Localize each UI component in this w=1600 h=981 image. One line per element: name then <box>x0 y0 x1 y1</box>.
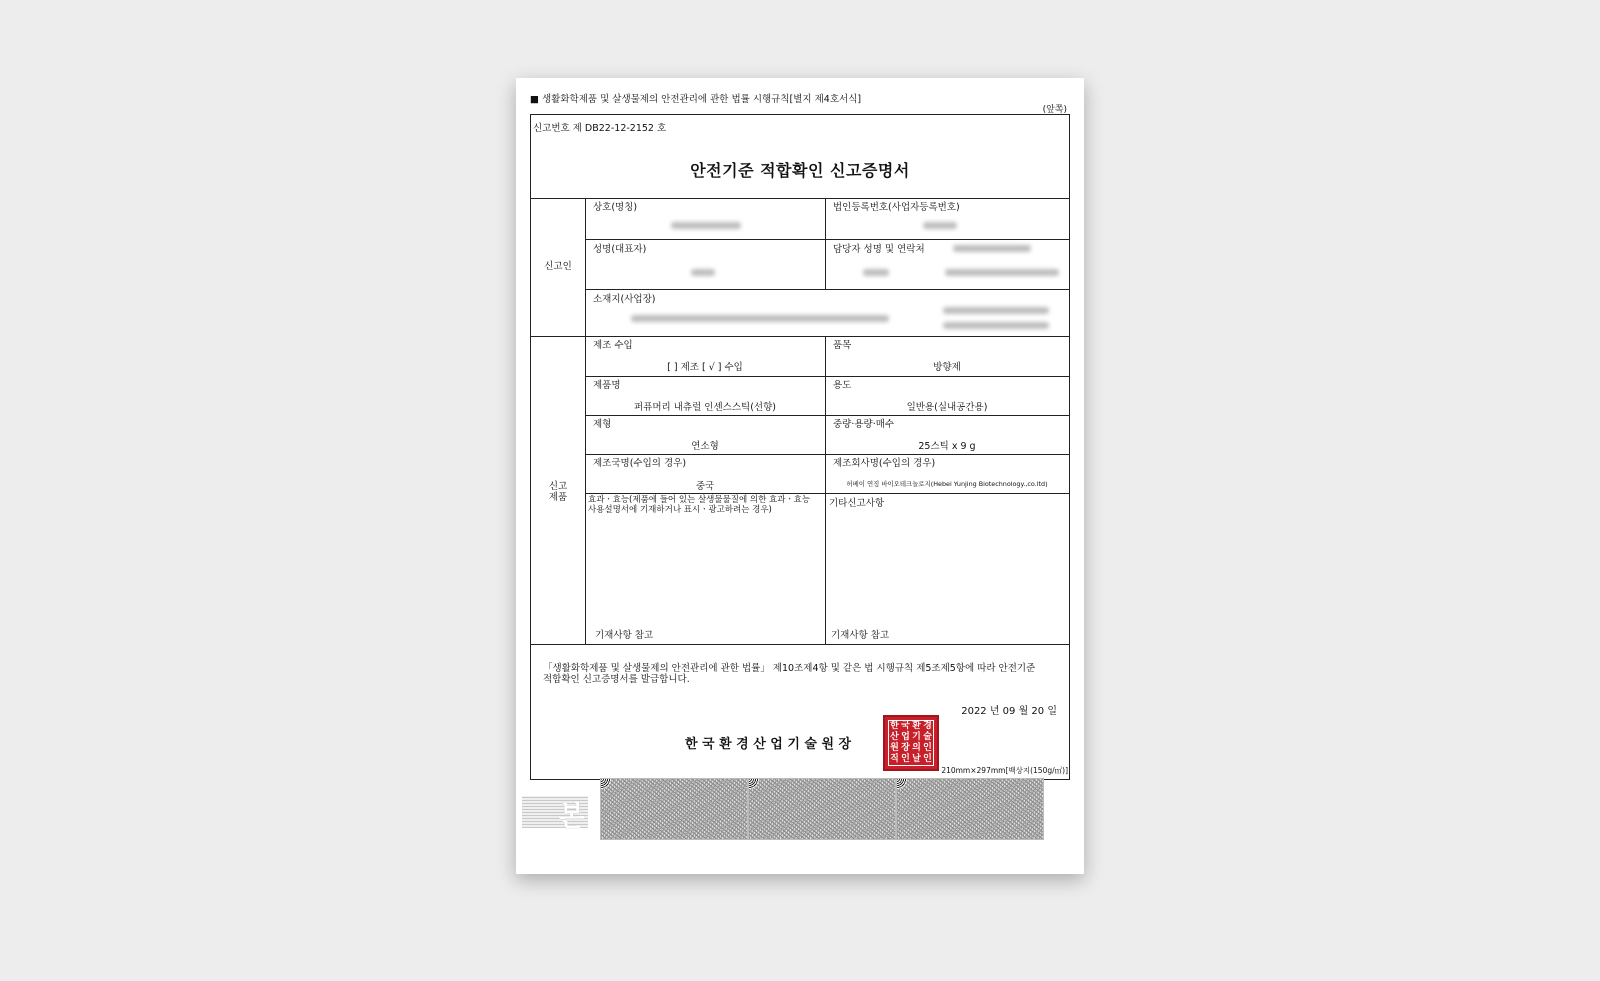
weight-label: 중량·용량·매수 <box>833 419 895 430</box>
category-label: 품목 <box>833 340 852 351</box>
seal-glyph: 직 <box>890 754 899 764</box>
representative-label: 성명(대표자) <box>593 244 647 255</box>
issue-date: 2022 년 09 월 20 일 <box>961 706 1057 717</box>
other-value: 기재사항 참고 <box>831 630 890 641</box>
form-type-value: 연소형 <box>691 441 719 452</box>
address-label: 소재지(사업장) <box>593 294 656 305</box>
certificate-frame <box>530 114 1070 780</box>
manufacturer-label: 제조회사명(수입의 경우) <box>833 458 936 469</box>
redacted-contact-phone <box>953 245 1031 252</box>
seal-glyph: 환 <box>912 721 921 731</box>
security-pattern-2 <box>748 778 896 840</box>
security-pattern-1 <box>600 778 748 840</box>
effect-label: 효과ㆍ효능(제품에 들어 있는 살생물물질에 의한 효과ㆍ효능 사용설명서에 기재하거나 표시ㆍ광고하려는 경우) <box>588 495 811 515</box>
original-stamp <box>522 796 588 832</box>
seal-glyph: 의 <box>912 743 921 753</box>
redacted-registration-number <box>923 222 957 229</box>
other-label: 기타신고사항 <box>829 498 885 509</box>
redacted-address-extra-1 <box>943 307 1049 314</box>
mfg-import-value: [ ] 제조 [ √ ] 수입 <box>667 362 743 373</box>
redacted-representative <box>691 269 715 276</box>
manufacturer-value: 허베이 연징 바이오테크놀로지(Hebei Yunjing Biotechnology.,co.ltd) <box>846 480 1048 488</box>
product-section-label: 신고 제품 <box>548 481 568 503</box>
security-pattern-3 <box>896 778 1044 840</box>
seal-glyph: 원 <box>890 743 899 753</box>
seal-glyph: 산 <box>890 732 899 742</box>
product-name-value: 퍼퓨머리 내츄럴 인센스스틱(선향) <box>634 402 776 413</box>
contact-label: 담당자 성명 및 연락처 <box>833 244 925 255</box>
redacted-company-name <box>671 222 741 229</box>
applicant-section-label: 신고인 <box>544 261 572 272</box>
seal-glyph: 인 <box>923 743 932 753</box>
country-value: 중국 <box>695 481 715 492</box>
issuer-name: 한국환경산업기술원장 <box>685 737 856 752</box>
effect-value: 기재사항 참고 <box>595 630 654 641</box>
seal-glyph: 기 <box>912 732 921 742</box>
seal-glyph: 인 <box>923 754 932 764</box>
form-reference: ■ 생활화학제품 및 살생물제의 안전관리에 관한 법률 시행규칙[별지 제4호서식] <box>530 94 862 105</box>
registration-number-label: 법인등록번호(사업자등록번호) <box>833 202 960 213</box>
seal-glyph: 한 <box>890 721 899 731</box>
use-label: 용도 <box>833 380 852 391</box>
legal-statement: 「생활화학제품 및 살생물제의 안전관리에 관한 법률」 제10조제4항 및 같은 법 시행규칙 제5조제5항에 따라 안전기준 적합확인 신고증명서를 발급합니다. <box>543 663 1036 685</box>
redacted-contact-email <box>945 269 1059 276</box>
original-stamp-char: 본 <box>558 799 586 832</box>
use-value: 일반용(실내공간용) <box>906 402 988 413</box>
redacted-address <box>631 315 889 322</box>
seal-glyph: 날 <box>912 754 921 764</box>
paper-size-note: 210mm×297mm[백상지(150g/㎡)] <box>941 766 1068 775</box>
seal-glyph: 인 <box>901 754 910 764</box>
company-name-label: 상호(명칭) <box>593 202 638 213</box>
redacted-address-extra-2 <box>943 322 1049 329</box>
certificate-document <box>516 78 1084 874</box>
country-label: 제조국명(수입의 경우) <box>593 458 687 469</box>
redacted-contact-name <box>863 269 889 276</box>
seal-glyph: 경 <box>923 721 932 731</box>
seal-glyph: 국 <box>901 721 910 731</box>
form-type-label: 제형 <box>593 419 612 430</box>
weight-value: 25스틱 x 9 g <box>918 441 976 452</box>
seal-glyph: 술 <box>923 732 932 742</box>
certificate-number: 신고번호 제 DB22-12-2152 호 <box>533 123 667 134</box>
official-seal-icon <box>883 715 939 771</box>
category-value: 방향제 <box>933 362 961 373</box>
seal-glyph: 업 <box>901 732 910 742</box>
certificate-title: 안전기준 적합확인 신고증명서 <box>690 161 910 180</box>
mfg-import-label: 제조 수입 <box>593 340 633 351</box>
product-name-label: 제품명 <box>593 380 621 391</box>
seal-glyph: 장 <box>901 743 910 753</box>
page-side-label: (앞쪽) <box>1042 105 1067 115</box>
